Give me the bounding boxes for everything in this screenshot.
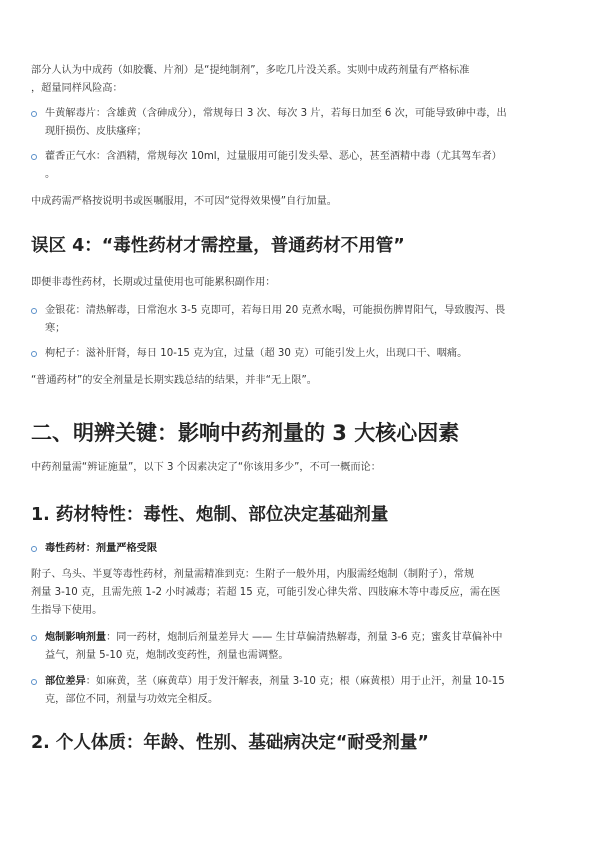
list-item: 部位差异：如麻黄，茎（麻黄草）用于发汗解表，剂量 3-10 克；根（麻黄根）用于止汗，剂量 10-15 克，部位不同，剂量与功效完全相反。 [31,673,575,709]
bullet-icon [31,635,37,641]
myth4-conclusion: “普通药材”的安全剂量是长期实践总结的结果，并非“无上限”。 [31,375,317,386]
list-item: 枸杞子：滋补肝肾，每日 10-15 克为宜，过量（超 30 克）可能引发上火，出现口干、咽痛。 [31,345,575,363]
bullet-icon [31,154,37,160]
section2-heading: 二、明辨关键：影响中药剂量的 3 大核心因素 [31,421,460,445]
toxic-paragraph: 附子、乌头、半夏等毒性药材，剂量需精准到克：生附子一般外用，内服需经炮制（制附子），常规 剂量 3-10 克，且需先煎 1-2 小时减毒；若超 15 克，可能引发心律失常、四肢麻木等中毒反应，需在医 生指导下使用。 [31,569,501,616]
bullet-icon [31,308,37,314]
myth3-conclusion: 中成药需严格按说明书或医嘱服用，不可因“觉得效果慢”自行加量。 [31,196,337,207]
bullet-icon [31,546,37,552]
intro-paragraph: 部分人认为中成药（如胶囊、片剂）是“提纯制剂”，多吃几片没关系。实则中成药剂量有严格标准 ，超量同样风险高： [31,65,470,94]
toxic-title: 毒性药材：剂量严格受限 [45,543,158,554]
list-item: 藿香正气水：含酒精，常规每次 10ml，过量服用可能引发头晕、恶心，甚至酒精中毒（尤其驾车者） 。 [31,148,575,184]
myth4-intro: 即便非毒性药材，长期或过量使用也可能累积副作用： [31,277,276,288]
bullet-icon [31,351,37,357]
list-item: 牛黄解毒片：含雄黄（含砷成分），常规每日 3 次、每次 3 片，若每日加至 6 次，可能导致砷中毒，出 现肝损伤、皮肤瘙痒； [31,105,575,141]
list-item [31,540,575,558]
section2-intro: 中药剂量需“辨证施量”，以下 3 个因素决定了“你该用多少”，不可一概而论： [31,462,381,473]
list-item: 金银花：清热解毒，日常泡水 3-5 克即可，若每日用 20 克煮水喝，可能损伤脾胃阳气，导致腹泻、畏 寒； [31,302,575,338]
factor1-heading: 1. 药材特性：毒性、炮制、部位决定基础剂量 [31,505,389,525]
factor2-heading: 2. 个人体质：年龄、性别、基础病决定“耐受剂量” [31,733,429,753]
bullet-icon [31,679,37,685]
myth4-heading: 误区 4：“毒性药材才需控量，普通药材不用管” [31,236,405,256]
bullet-icon [31,111,37,117]
list-item: 炮制影响剂量：同一药材，炮制后剂量差异大 —— 生甘草偏清热解毒，剂量 3-6 克；蜜炙甘草偏补中 益气，剂量 5-10 克，炮制改变药性，剂量也需调整。 [31,629,575,665]
